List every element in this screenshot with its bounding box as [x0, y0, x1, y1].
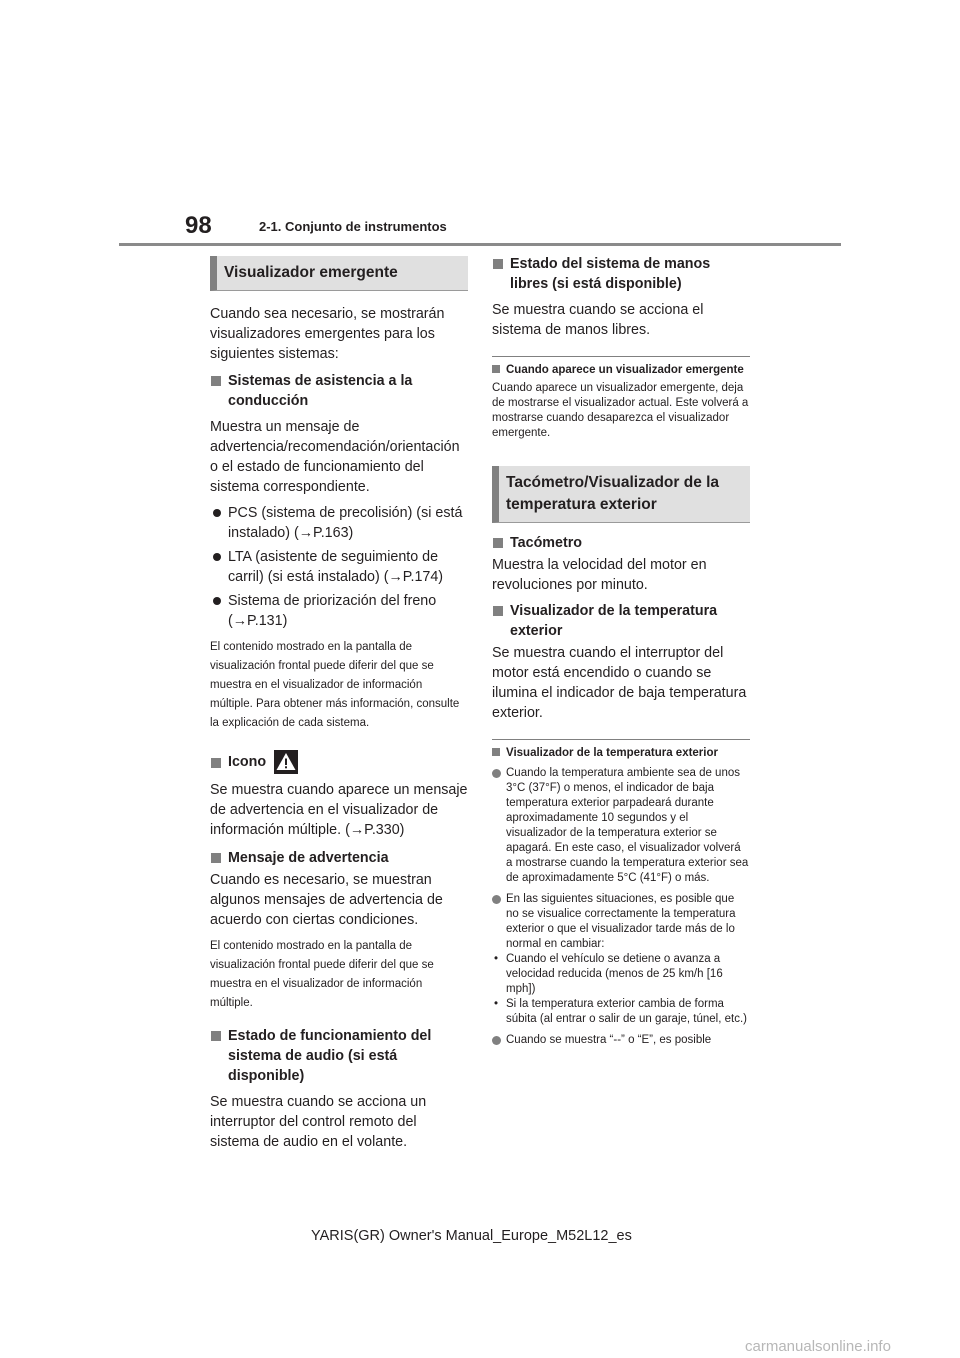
heading-text: Sistemas de asistencia a la conducción [228, 373, 413, 409]
sub-item-text: Cuando el vehículo se detiene o avanza a velocidad reducida (menos de 25 km/h [16 mph]) [506, 953, 723, 995]
paragraph: Se muestra cuando aparece un mensaje de advertencia en el visualizador de información múltiple. (→P.330) [210, 782, 468, 838]
paragraph: Se muestra cuando se acciona un interruptor del control remoto del sistema de audio en el volante. [210, 1094, 427, 1150]
square-bullet-icon [493, 259, 503, 269]
note-item [492, 1033, 750, 1048]
note-heading [492, 746, 750, 760]
watermark: carmanualsonline.info [745, 1338, 891, 1355]
heading-tachometer [492, 533, 750, 553]
page-number: 98 [185, 212, 212, 239]
list-item [210, 547, 468, 587]
square-bullet-icon [493, 538, 503, 548]
right-column [492, 256, 750, 1048]
square-bullet-icon [492, 365, 500, 373]
heading-text: Visualizador de la temperatura exterior [506, 747, 718, 759]
list-item-text: PCS (sistema de precolisión) (si está instalado) (→P.163) [228, 505, 463, 541]
note-item [492, 766, 750, 886]
paragraph: Se muestra cuando el interruptor del motor está encendido o cuando se ilumina el indicador de baja temperatura exterior. [492, 645, 747, 721]
bullet-icon [492, 769, 501, 778]
intro-text: Cuando sea necesario, se mostrarán visualizadores emergentes para los siguientes sistemas: [210, 306, 445, 362]
bullet-icon [213, 509, 221, 517]
warning-icon [274, 750, 298, 774]
heading-text: Cuando aparece un visualizador emergente [506, 364, 744, 376]
heading-text: Mensaje de advertencia [228, 850, 389, 866]
paragraph: Muestra la velocidad del motor en revoluciones por minuto. [492, 557, 707, 593]
note-text: Cuando aparece un visualizador emergente, deja de mostrarse el visualizador actual. Este volverá a mostrarse cuando desaparezca el visualizador emergente. [492, 382, 749, 439]
note-item-text: En las siguientes situaciones, es posible que no se visualice correctamente la temperatura exterior o que el visualizador tarde más de lo normal en cambiar: [506, 893, 736, 950]
bullet-icon [213, 553, 221, 561]
running-header: 2-1. Conjunto de instrumentos [259, 219, 447, 234]
note-heading [492, 363, 750, 377]
list-item [210, 591, 468, 631]
heading-audio-status [210, 1026, 468, 1086]
paragraph: Se muestra cuando se acciona el sistema de manos libres. [492, 302, 704, 338]
heading-text: Icono [228, 753, 267, 770]
sub-item [492, 952, 750, 997]
heading-outside-temp [492, 601, 750, 641]
divider [492, 739, 750, 740]
paragraph: Cuando es necesario, se muestran algunos mensajes de advertencia de acuerdo con ciertas condiciones. [210, 872, 443, 928]
square-bullet-icon [211, 376, 221, 386]
note-item-text: Cuando se muestra “--” o “E”, es posible [506, 1034, 712, 1046]
sub-item-text: Si la temperatura exterior cambia de forma súbita (al entrar o salir de un garaje, túnel, etc.) [506, 998, 747, 1025]
heading-driving-assist [210, 371, 468, 411]
heading-handsfree [492, 254, 750, 294]
header-rule [119, 243, 841, 246]
bullet-icon [492, 895, 501, 904]
note-text: El contenido mostrado en la pantalla de visualización frontal puede diferir del que se muestra en el visualizador de información múltiple. Para obtener más información, consulte la explicación de cada sistema. [210, 641, 460, 729]
bullet-icon: • [494, 998, 499, 1010]
footer: YARIS(GR) Owner's Manual_Europe_M52L12_es [311, 1228, 632, 1244]
left-column [210, 256, 468, 1152]
bullet-icon: • [494, 953, 499, 965]
heading-text: Tacómetro [510, 535, 583, 551]
bullet-icon [492, 1036, 501, 1045]
heading-text: Estado del sistema de manos libres (si está disponible) [510, 256, 711, 292]
square-bullet-icon [211, 758, 221, 768]
heading-text: Visualizador de la temperatura exterior [510, 603, 718, 639]
note-text: El contenido mostrado en la pantalla de visualización frontal puede diferir del que se muestra en el visualizador de información múltiple. [210, 940, 434, 1009]
note-item-text: Cuando la temperatura ambiente sea de unos 3°C (37°F) o menos, el indicador de baja temperatura exterior parpadeará durante aproximadamente 10 segundos y el visualizador de la temperatura exterior se apagará. En este caso, el visualizador volverá a mostrarse cuando la temperatura exterior sea de aproximadamente 5°C (41°F) o más. [506, 767, 749, 884]
section-title-popup: Visualizador emergente [210, 256, 468, 291]
section-title-tachometer: Tacómetro/Visualizador de la temperatura exterior [492, 466, 750, 523]
heading-text: Estado de funcionamiento del sistema de audio (si está disponible) [228, 1028, 432, 1084]
list-item-text: Sistema de priorización del freno (→P.131) [228, 593, 437, 629]
paragraph: Muestra un mensaje de advertencia/recomendación/orientación o el estado de funcionamiento del sistema correspondiente. [210, 419, 460, 495]
square-bullet-icon [211, 1031, 221, 1041]
divider [492, 356, 750, 357]
square-bullet-icon [493, 606, 503, 616]
square-bullet-icon [492, 748, 500, 756]
list-item-text: LTA (asistente de seguimiento de carril) (si está instalado) (→P.174) [228, 549, 444, 585]
square-bullet-icon [211, 853, 221, 863]
sub-item [492, 997, 750, 1027]
list-item [210, 503, 468, 543]
heading-icon [210, 750, 468, 774]
heading-warning-message [210, 848, 468, 868]
bullet-icon [213, 597, 221, 605]
note-item [492, 892, 750, 952]
